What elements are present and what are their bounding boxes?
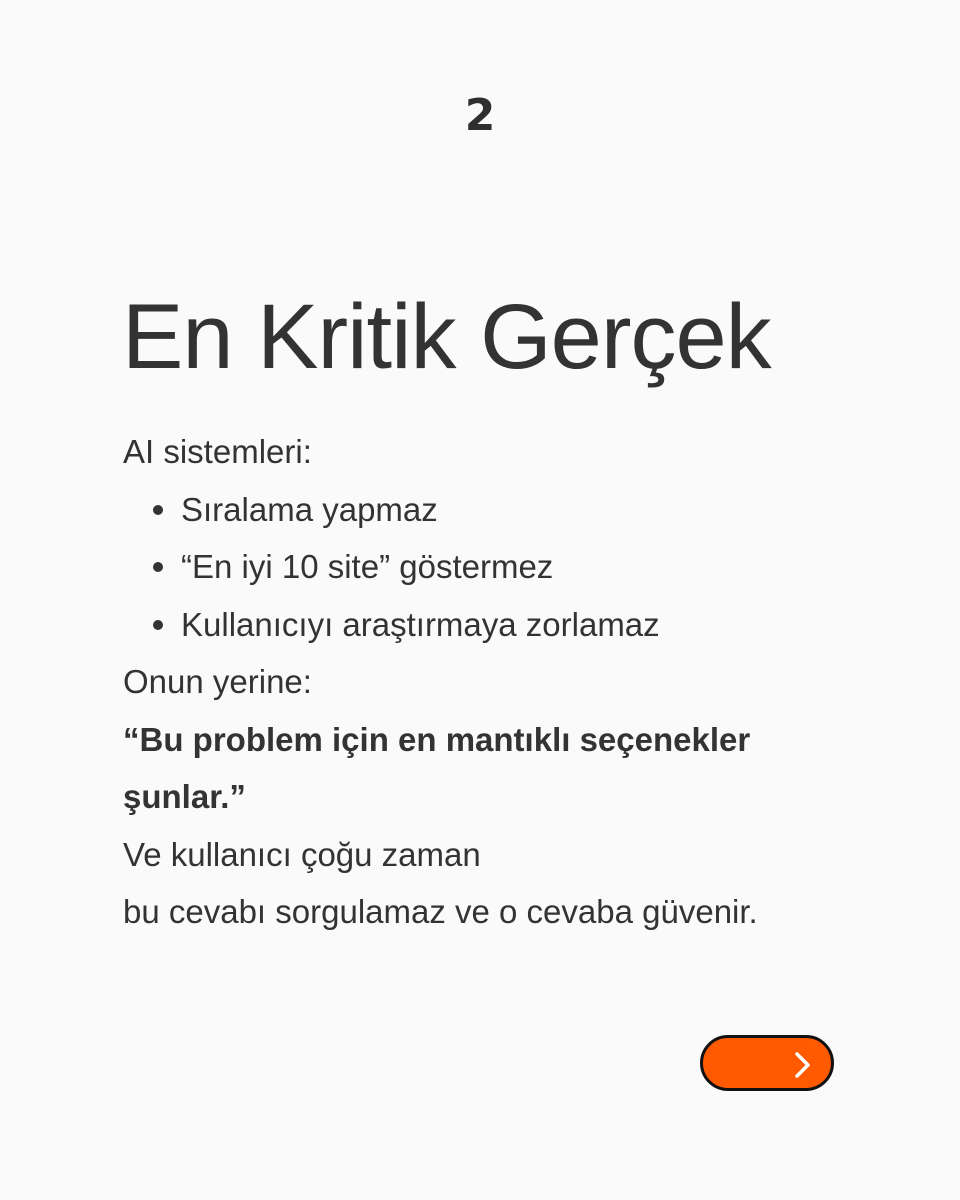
page-number: 2 [464,90,496,141]
quote-line: “Bu problem için en mantıklı seçenekler [123,720,751,758]
next-button[interactable] [700,1035,834,1091]
chevron-right-icon [791,1052,813,1078]
list-item-text: “En iyi 10 site” göstermez [181,548,554,585]
list-item-text: Sıralama yapmaz [181,490,438,528]
list-item [181,596,863,654]
list-item-text: Kullanıcıyı araştırmaya zorlamaz [181,605,660,643]
transition-text: Onun yerine: [123,663,312,700]
bullet-icon [153,562,163,572]
content-body [123,423,863,941]
intro-text: AI sistemleri: [123,433,312,470]
closing-line: Ve kullanıcı çoğu zaman [123,835,481,873]
quote-line: şunlar.” [123,778,246,815]
bullet-list [123,481,863,654]
list-item [181,481,863,539]
closing-line: bu cevabı sorgulamaz ve o cevaba güvenir. [123,893,758,930]
page-title: En Kritik Gerçek [122,286,771,388]
bullet-icon [153,505,163,515]
bullet-icon [153,620,163,630]
list-item [181,538,863,596]
